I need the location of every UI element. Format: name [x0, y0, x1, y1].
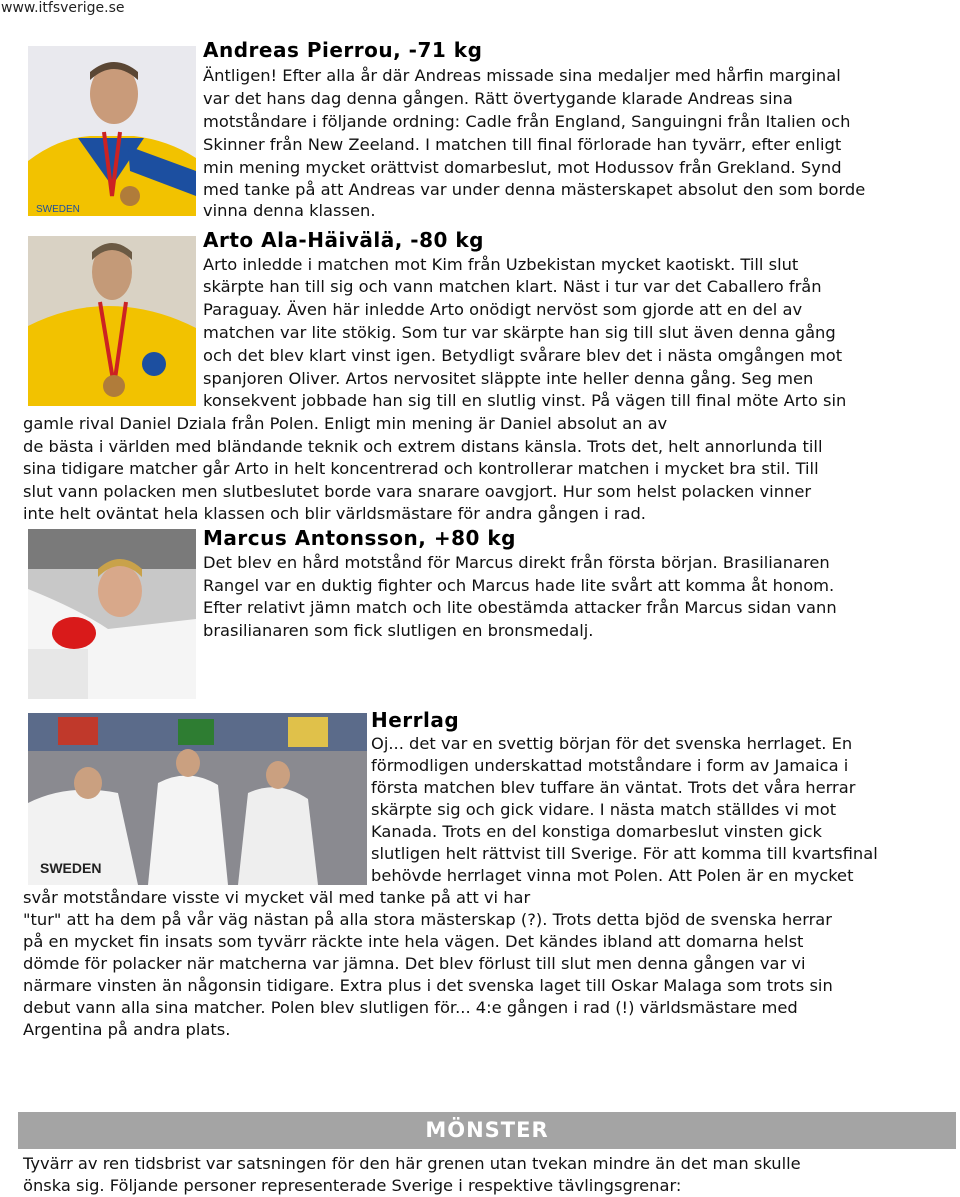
text-line: närmare vinsten än någonsin tidigare. Extra plus i det svenska laget till Oskar Malaga som trots sin	[23, 976, 833, 995]
section-title-andreas: Andreas Pierrou, -71 kg	[203, 38, 483, 62]
text-line: på en mycket fin insats som tyvärr räckte inte hela vägen. Det kändes ibland att domarna helst	[23, 932, 804, 951]
text-line: sina tidigare matcher går Arto in helt koncentrerad och kontrollerar matchen i mycket bra stil. Till	[23, 459, 819, 478]
text-line: skärpte han till sig och vann matchen klart. Näst i tur var det Caballero från	[203, 277, 822, 296]
text-line: brasilianaren som fick slutligen en bronsmedalj.	[203, 621, 594, 640]
text-line: de bästa i världen med bländande teknik och extrem distans känsla. Trots det, helt annorlunda till	[23, 437, 823, 456]
text-line: motståndare i följande ordning: Cadle från England, Sanguingni från Italien och	[203, 112, 851, 131]
text-line: inte helt oväntat hela klassen och blir världsmästare för andra gången i rad.	[23, 504, 646, 523]
text-line: Skinner från New Zeeland. I matchen till final förlorade han tyvärr, efter enligt	[203, 135, 842, 154]
text-line: och det blev klart vinst igen. Betydligt svårare blev det i nästa omgången mot	[203, 346, 843, 365]
text-line: Tyvärr av ren tidsbrist var satsningen för den här grenen utan tvekan mindre än det man skulle	[23, 1154, 801, 1173]
text-line: första matchen blev tuffare än väntat. Trots det våra herrar	[371, 778, 856, 797]
site-url: www.itfsverige.se	[1, 0, 125, 16]
section-title-arto: Arto Ala-Häivälä, -80 kg	[203, 228, 484, 252]
text-line: Kanada. Trots en del konstiga domarbeslut vinsten gick	[371, 822, 822, 841]
section-title-herrlag: Herrlag	[371, 708, 460, 732]
herrlag-photo	[28, 713, 367, 885]
text-line: slut vann polacken men slutbeslutet borde vara snarare oavgjort. Hur som helst polacken vinner	[23, 482, 812, 501]
text-line: med tanke på att Andreas var under denna mästerskapet absolut den som borde	[203, 180, 866, 199]
text-line: vinna denna klassen.	[203, 201, 376, 220]
section-title-marcus: Marcus Antonsson, +80 kg	[203, 526, 516, 550]
text-line: Efter relativt jämn match och lite obestämda attacker från Marcus sidan vann	[203, 598, 837, 617]
arto-photo	[28, 236, 196, 406]
text-line: min mening mycket orättvist domarbeslut, mot Hodussov från Grekland. Synd	[203, 158, 842, 177]
text-line: dömde för polacker när matcherna var jämna. Det blev förlust till slut men denna gången var vi	[23, 954, 806, 973]
text-line: förmodligen underskattad motståndare i form av Jamaica i	[371, 756, 849, 775]
text-line: Arto inledde i matchen mot Kim från Uzbekistan mycket kaotiskt. Till slut	[203, 255, 799, 274]
monster-banner: MÖNSTER	[18, 1112, 956, 1149]
text-line: skärpte sig och gick vidare. I nästa match ställdes vi mot	[371, 800, 837, 819]
text-line: debut vann alla sina matcher. Polen blev slutligen för... 4:e gången i rad (!) världsmästare med	[23, 998, 798, 1017]
text-line: konsekvent jobbade han sig till en slutlig vinst. På vägen till final möte Arto sin	[203, 391, 847, 410]
text-line: var det hans dag denna gången. Rätt övertygande klarade Andreas sina	[203, 89, 793, 108]
text-line: önska sig. Följande personer representerade Sverige i respektive tävlingsgrenar:	[23, 1176, 682, 1195]
marcus-photo	[28, 529, 196, 699]
text-line: slutligen helt rättvist till Sverige. För att komma till kvartsfinal	[371, 844, 878, 863]
text-line: Paraguay. Även här inledde Arto onödigt nervöst som gjorde att en del av	[203, 300, 803, 319]
text-line: svår motståndare visste vi mycket väl med tanke på att vi har	[23, 888, 531, 907]
andreas-photo	[28, 46, 196, 216]
text-line: Äntligen! Efter alla år där Andreas missade sina medaljer med hårfin marginal	[203, 66, 841, 85]
svg-text:SWEDEN: SWEDEN	[36, 204, 80, 215]
text-line: gamle rival Daniel Dziala från Polen. Enligt min mening är Daniel absolut an av	[23, 414, 668, 433]
text-line: Oj... det var en svettig början för det svenska herrlaget. En	[371, 734, 853, 753]
text-line: spanjoren Oliver. Artos nervositet släppte inte heller denna gång. Seg men	[203, 369, 814, 388]
text-line: matchen var lite stökig. Som tur var skärpte han sig till slut även denna gång	[203, 323, 836, 342]
svg-text:SWEDEN: SWEDEN	[40, 860, 102, 876]
text-line: Argentina på andra plats.	[23, 1020, 231, 1039]
text-line: "tur" att ha dem på vår väg nästan på alla stora mästerskap (?). Trots detta bjöd de svenska herrar	[23, 910, 832, 929]
text-line: behövde herrlaget vinna mot Polen. Att Polen är en mycket	[371, 866, 854, 885]
text-line: Det blev en hård motstånd för Marcus direkt från första början. Brasilianaren	[203, 553, 830, 572]
text-line: Rangel var en duktig fighter och Marcus hade lite svårt att komma åt honom.	[203, 576, 835, 595]
